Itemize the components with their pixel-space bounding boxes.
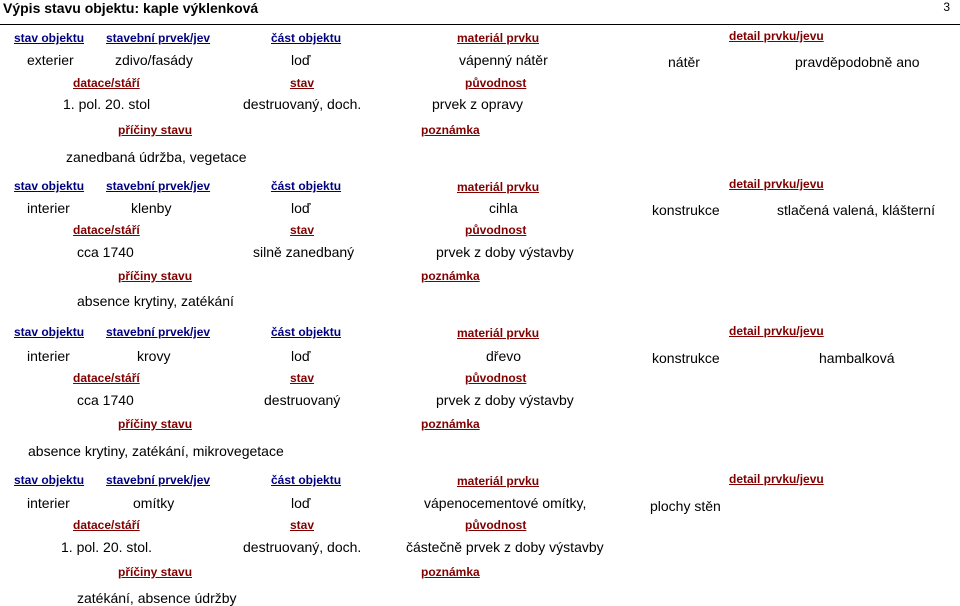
value-stav: destruovaný, doch. <box>243 539 362 555</box>
header-stav: stav <box>290 223 315 237</box>
value-priciny: absence krytiny, zatékání, mikrovegetace <box>28 443 284 459</box>
header-puvodnost: původnost <box>465 371 527 385</box>
header-puvodnost: původnost <box>465 518 527 532</box>
value-priciny: zatékání, absence údržby <box>77 590 237 606</box>
header-puvodnost: původnost <box>465 223 527 237</box>
header-cast-objektu: část objektu <box>271 31 342 45</box>
page-number: 3 <box>943 0 950 14</box>
value-datace: cca 1740 <box>77 392 134 408</box>
value-datace: cca 1740 <box>77 244 134 260</box>
record-block-4 <box>0 470 960 606</box>
record-block-2 <box>0 176 960 324</box>
value-stavebni-prvek: zdivo/fasády <box>115 52 193 68</box>
value-stav-objektu: exterier <box>27 52 74 68</box>
header-detail-prvku: detail prvku/jevu <box>729 472 824 486</box>
header-material-prvku: materiál prvku <box>457 474 540 488</box>
header-poznamka: poznámka <box>421 417 480 431</box>
value-puvodnost: prvek z doby výstavby <box>436 244 574 260</box>
record-block-3 <box>0 324 960 472</box>
value-detail-a: konstrukce <box>652 202 720 218</box>
value-stav: destruovaný <box>264 392 341 408</box>
value-cast-objektu: loď <box>291 200 311 216</box>
value-puvodnost: částečně prvek z doby výstavby <box>406 539 604 555</box>
header-stav-objektu: stav objektu <box>14 31 85 45</box>
value-material: vápenocementové omítky, <box>424 495 587 511</box>
value-puvodnost: prvek z opravy <box>432 96 524 112</box>
value-detail-a: plochy stěn <box>650 498 721 514</box>
header-cast-objektu: část objektu <box>271 473 342 487</box>
value-detail-a: konstrukce <box>652 350 720 366</box>
header-material-prvku: materiál prvku <box>457 31 540 45</box>
value-priciny: absence krytiny, zatékání <box>77 293 234 309</box>
value-material: dřevo <box>486 348 522 364</box>
header-detail-prvku: detail prvku/jevu <box>729 29 824 43</box>
header-priciny: příčiny stavu <box>118 565 193 579</box>
value-cast-objektu: loď <box>291 348 311 364</box>
header-datace: datace/stáří <box>73 518 140 532</box>
header-stav-objektu: stav objektu <box>14 179 85 193</box>
value-detail-b: stlačená valená, klášterní <box>777 202 935 218</box>
title-divider <box>0 24 960 25</box>
header-cast-objektu: část objektu <box>271 325 342 339</box>
value-stav: silně zanedbaný <box>253 244 355 260</box>
value-detail-b: pravděpodobně ano <box>795 54 920 70</box>
page-title: Výpis stavu objektu: kaple výklenková <box>3 0 259 16</box>
header-stav: stav <box>290 76 315 90</box>
value-stav-objektu: interier <box>27 495 70 511</box>
value-puvodnost: prvek z doby výstavby <box>436 392 574 408</box>
value-datace: 1. pol. 20. stol <box>63 96 151 112</box>
header-datace: datace/stáří <box>73 76 140 90</box>
header-stav: stav <box>290 371 315 385</box>
value-priciny: zanedbaná údržba, vegetace <box>66 149 247 165</box>
header-poznamka: poznámka <box>421 565 480 579</box>
header-datace: datace/stáří <box>73 223 140 237</box>
header-detail-prvku: detail prvku/jevu <box>729 177 824 191</box>
value-cast-objektu: loď <box>291 52 311 68</box>
header-stav-objektu: stav objektu <box>14 473 85 487</box>
value-detail-a: nátěr <box>668 54 700 70</box>
header-puvodnost: původnost <box>465 76 527 90</box>
header-material-prvku: materiál prvku <box>457 326 540 340</box>
value-stavebni-prvek: omítky <box>133 495 175 511</box>
value-cast-objektu: loď <box>291 495 311 511</box>
header-poznamka: poznámka <box>421 123 480 137</box>
value-datace: 1. pol. 20. stol. <box>61 539 153 555</box>
header-detail-prvku: detail prvku/jevu <box>729 324 824 338</box>
header-priciny: příčiny stavu <box>118 123 193 137</box>
record-block-1 <box>0 30 960 178</box>
header-stavebni-prvek: stavební prvek/jev <box>106 31 211 45</box>
value-stav-objektu: interier <box>27 348 70 364</box>
value-material: cihla <box>489 200 518 216</box>
header-priciny: příčiny stavu <box>118 417 193 431</box>
header-stavebni-prvek: stavební prvek/jev <box>106 179 211 193</box>
value-stavebni-prvek: klenby <box>131 200 172 216</box>
header-poznamka: poznámka <box>421 269 480 283</box>
value-stavebni-prvek: krovy <box>137 348 171 364</box>
header-stav-objektu: stav objektu <box>14 325 85 339</box>
value-detail-b: hambalková <box>819 350 895 366</box>
value-stav-objektu: interier <box>27 200 70 216</box>
header-cast-objektu: část objektu <box>271 179 342 193</box>
header-datace: datace/stáří <box>73 371 140 385</box>
value-material: vápenný nátěr <box>459 52 548 68</box>
header-stavebni-prvek: stavební prvek/jev <box>106 325 211 339</box>
header-stav: stav <box>290 518 315 532</box>
value-stav: destruovaný, doch. <box>243 96 362 112</box>
header-material-prvku: materiál prvku <box>457 180 540 194</box>
header-stavebni-prvek: stavební prvek/jev <box>106 473 211 487</box>
header-priciny: příčiny stavu <box>118 269 193 283</box>
